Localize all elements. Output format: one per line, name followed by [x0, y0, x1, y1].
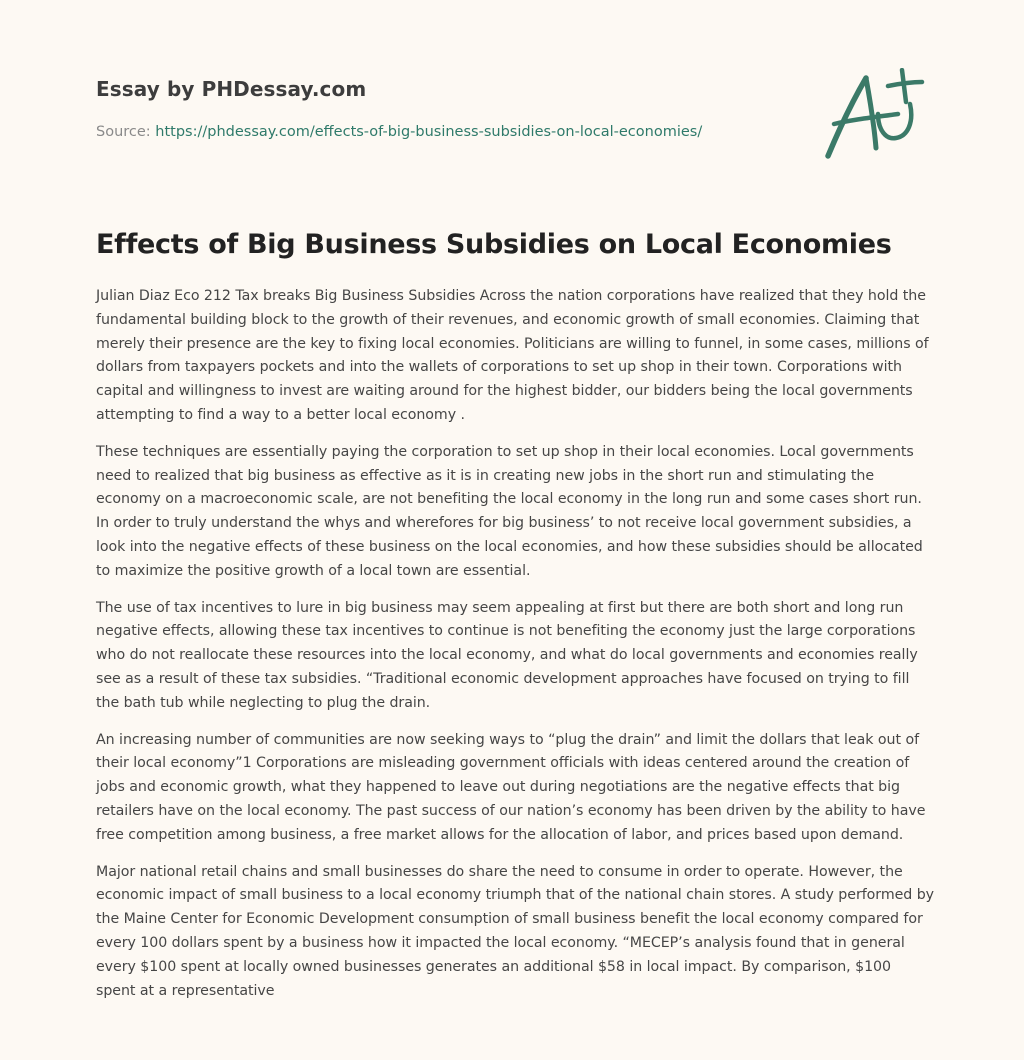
site-title: Essay by PHDessay.com [96, 77, 367, 101]
logo-plus-horizontal [888, 82, 922, 86]
a-plus-logo-icon [822, 68, 926, 164]
essay-title: Effects of Big Business Subsidies on Local Economies [96, 229, 892, 260]
logo-check-loop [878, 104, 911, 138]
essay-paragraph: An increasing number of communities are now seeking ways to “plug the drain” and limit the dollars that leak out of their local economy”1 Corporations are misleading government officials with ideas centered around the creation of jobs and economic growth, what they happened to leave out during negotiations are the negative effects that big retailers have on the local economy. The past success of our nation’s economy has been driven by the ability to have free competition among business, a free market allows for the allocation of labor, and prices based upon demand. [96, 731, 926, 843]
source-line [96, 122, 928, 142]
essay-paragraph: The use of tax incentives to lure in big business may seem appealing at first but there are both short and long run negative effects, allowing these tax incentives to continue is not benefiting the economy just the large corporations who do not reallocate these resources into the local economy, and what do local governments and economies really see as a result of these tax subsidies. “Traditional economic development approaches have focused on trying to fill the bath tub while neglecting to plug the drain. [96, 599, 918, 711]
essay-body [96, 285, 934, 1016]
essay-paragraph: Major national retail chains and small businesses do share the need to consume in order to operate. However, the economic impact of small business to a local economy triumph that of the national chain stores. A study performed by the Maine Center for Economic Development consumption of small business benefit the local economy compared for every 100 dollars spent by a business how it impacted the local economy. “MECEP’s analysis found that in general every $100 spent at locally owned businesses generates an additional $58 in local impact. By comparison, $100 spent at a representative [96, 863, 935, 999]
essay-paragraph: These techniques are essentially paying the corporation to set up shop in their local economies. Local governments need to realized that big business as effective as it is in creating new jobs in the short run and stimulating the economy on a macroeconomic scale, are not benefiting the local economy in the long run and some cases short run. In order to truly understand the whys and wherefores for big business’ to not receive local government subsidies, a look into the negative effects of these business on the local economies, and how these subsidies should be allocated to maximize the positive growth of a local town are essential. [96, 443, 923, 579]
logo-plus-vertical [902, 70, 906, 102]
site-header [96, 74, 928, 174]
essay-page [96, 0, 935, 1060]
logo-a-right-stroke [866, 78, 876, 148]
source-link[interactable]: https://phdessay.com/effects-of-big-business-subsidies-on-local-economies/ [155, 124, 703, 140]
source-label: Source: [96, 124, 156, 140]
essay-paragraph: Julian Diaz Eco 212 Tax breaks Big Business Subsidies Across the nation corporations have realized that they hold the fundamental building block to the growth of their revenues, and economic growth of small economies. Claiming that merely their presence are the key to fixing local economies. Politicians are willing to funnel, in some cases, millions of dollars from taxpayers pockets and into the wallets of corporations to set up shop in their town. Corporations with capital and willingness to invest are waiting around for the highest bidder, our bidders being the local governments attempting to find a way to a better local economy . [96, 288, 929, 423]
